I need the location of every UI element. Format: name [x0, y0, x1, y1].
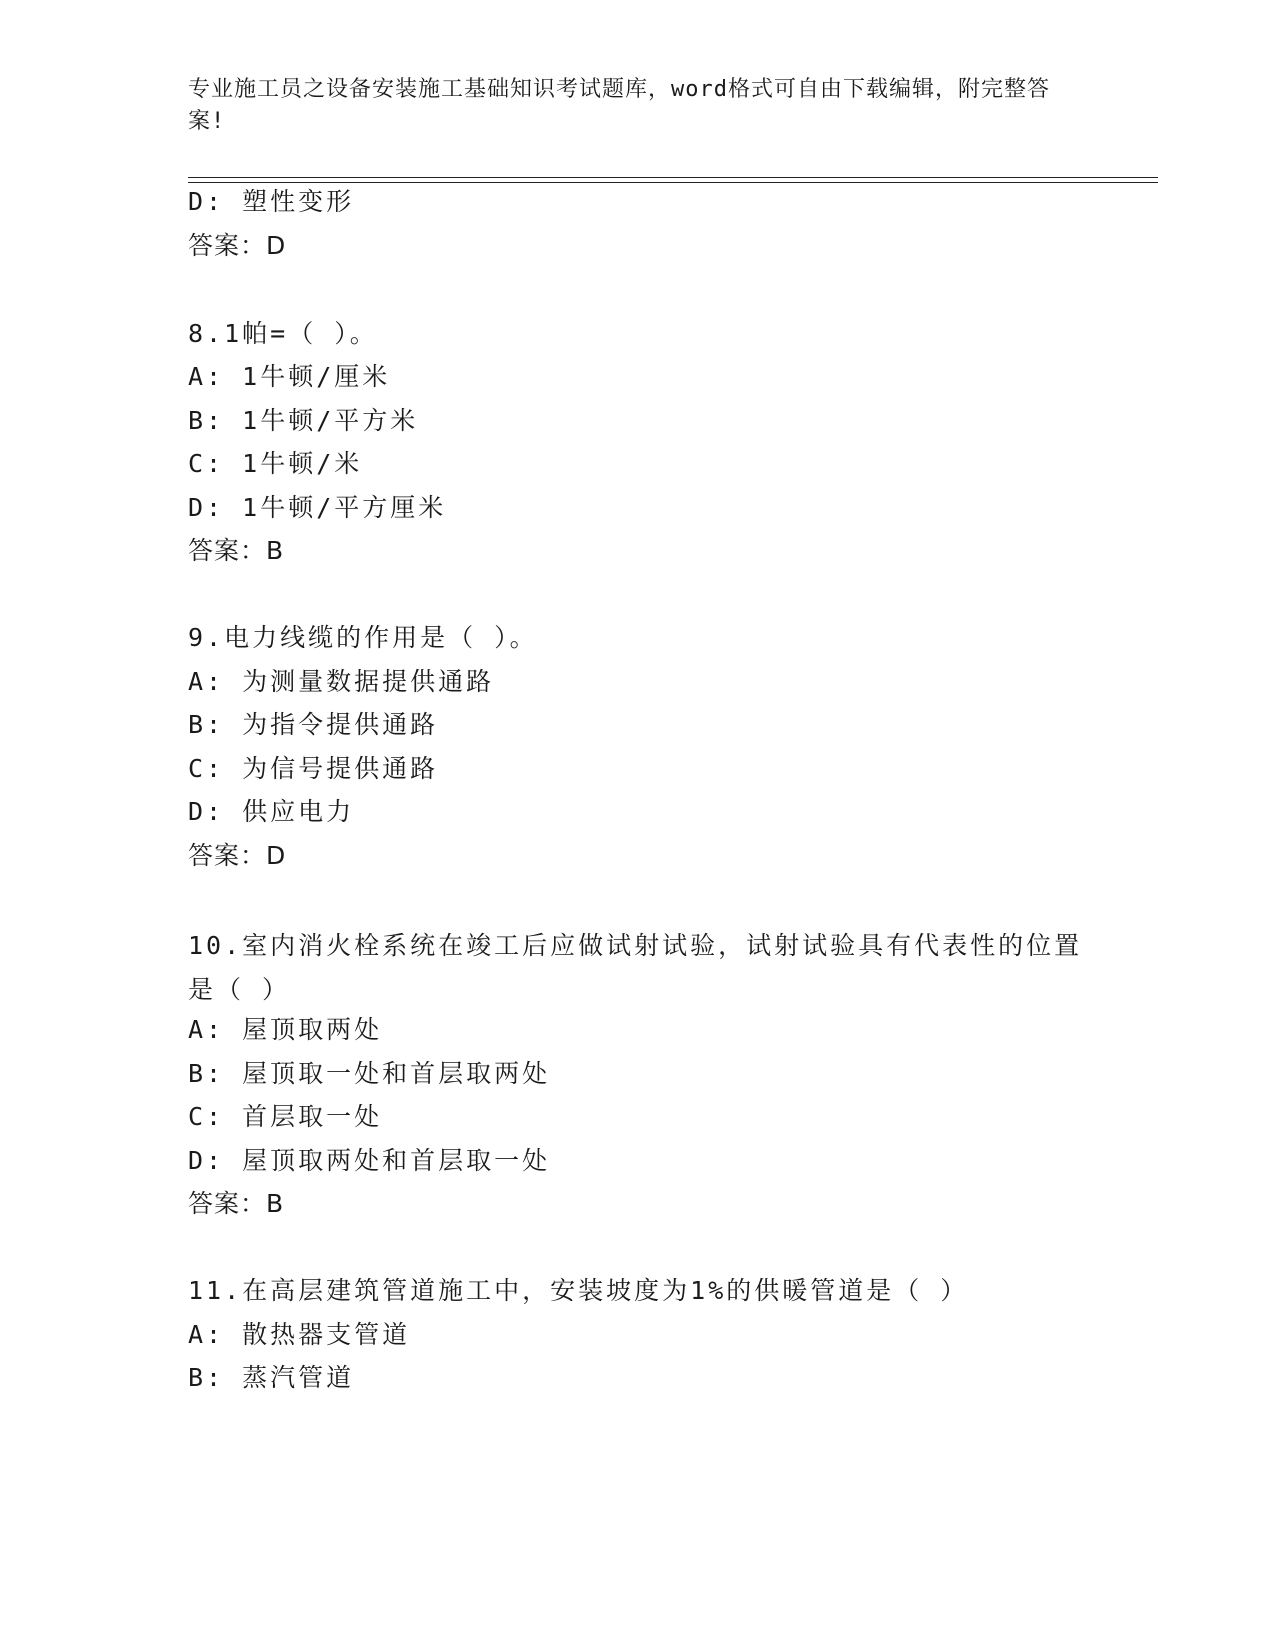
question-9: 9.电力线缆的作用是（ ）。 [188, 623, 538, 652]
q8-option-d: D: 1牛顿/平方厘米 [188, 493, 447, 522]
q10-option-a: A: 屋顶取两处 [188, 1015, 383, 1044]
q9-option-c: C: 为信号提供通路 [188, 754, 439, 783]
q10-answer: 答案：B [188, 1189, 285, 1218]
header-rule-bottom [188, 182, 1158, 183]
q8-option-b: B: 1牛顿/平方米 [188, 406, 419, 435]
q8-answer: 答案：B [188, 536, 285, 565]
question-10: 10.室内消火栓系统在竣工后应做试射试验，试射试验具有代表性的位置是（ ） [188, 931, 1083, 1004]
q9-option-d: D: 供应电力 [188, 797, 355, 826]
prev-option-d: D: 塑性变形 [188, 187, 355, 216]
q10-option-d: D: 屋顶取两处和首层取一处 [188, 1146, 551, 1175]
q11-option-b: B: 蒸汽管道 [188, 1363, 355, 1392]
q10-option-c: C: 首层取一处 [188, 1102, 383, 1131]
prev-answer: 答案：D [188, 231, 287, 260]
q10-option-b: B: 屋顶取一处和首层取两处 [188, 1059, 551, 1088]
q8-option-a: A: 1牛顿/厘米 [188, 362, 391, 391]
q9-option-b: B: 为指令提供通路 [188, 710, 439, 739]
question-11: 11.在高层建筑管道施工中，安装坡度为1%的供暖管道是（ ） [188, 1276, 969, 1305]
q11-option-a: A: 散热器支管道 [188, 1320, 411, 1349]
page-header: 专业施工员之设备安装施工基础知识考试题库，word格式可自由下载编辑，附完整答案! [188, 77, 1050, 134]
question-8: 8.1帕=（ ）。 [188, 319, 378, 348]
q8-option-c: C: 1牛顿/米 [188, 449, 363, 478]
q9-option-a: A: 为测量数据提供通路 [188, 667, 495, 696]
header-rule-top [188, 177, 1158, 178]
q9-answer: 答案：D [188, 841, 287, 870]
